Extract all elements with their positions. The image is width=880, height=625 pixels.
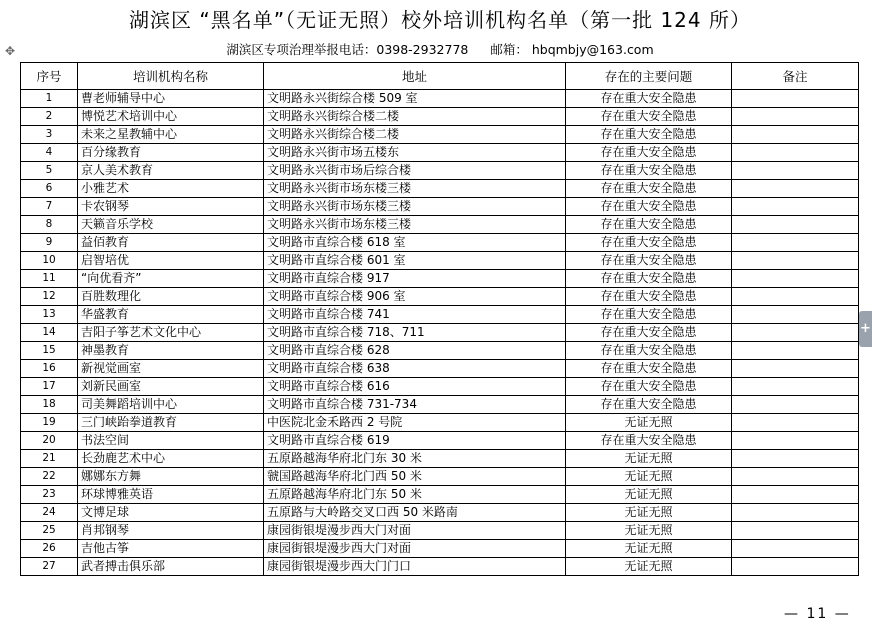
cell-remarks: [732, 468, 859, 486]
header-remarks: 备注: [732, 63, 859, 90]
cell-serial: 12: [21, 288, 78, 306]
cell-main-issue: 存在重大安全隐患: [566, 432, 732, 450]
cell-serial: 27: [21, 558, 78, 576]
cell-serial: 22: [21, 468, 78, 486]
cell-institution-name: 卡农钢琴: [78, 198, 264, 216]
table-row: [21, 270, 859, 288]
table-row: [21, 432, 859, 450]
report-contact-line: [0, 40, 880, 58]
cell-main-issue: 存在重大安全隐患: [566, 216, 732, 234]
cell-address: 康园街银堤漫步西大门对面: [264, 540, 566, 558]
cell-main-issue: 无证无照: [566, 450, 732, 468]
cell-address: 文明路永兴街市场东楼三楼: [264, 198, 566, 216]
cell-remarks: [732, 144, 859, 162]
table-row: [21, 252, 859, 270]
cell-address: 文明路市直综合楼 628: [264, 342, 566, 360]
cell-address: 文明路永兴街综合楼二楼: [264, 126, 566, 144]
cell-address: 文明路市直综合楼 906 室: [264, 288, 566, 306]
table-row: [21, 216, 859, 234]
table-row: [21, 342, 859, 360]
cell-serial: 1: [21, 90, 78, 108]
report-email: 邮箱： hbqmbjy@163.com: [490, 42, 654, 57]
cell-institution-name: 益佰教育: [78, 234, 264, 252]
cell-main-issue: 存在重大安全隐患: [566, 108, 732, 126]
table-row: [21, 144, 859, 162]
cell-main-issue: 存在重大安全隐患: [566, 288, 732, 306]
cell-address: 文明路市直综合楼 618 室: [264, 234, 566, 252]
cell-address: 文明路永兴街市场东楼三楼: [264, 180, 566, 198]
cell-main-issue: 存在重大安全隐患: [566, 342, 732, 360]
cell-institution-name: 京人美术教育: [78, 162, 264, 180]
cell-serial: 8: [21, 216, 78, 234]
plus-icon[interactable]: +: [859, 311, 872, 347]
cell-remarks: [732, 252, 859, 270]
cell-serial: 5: [21, 162, 78, 180]
cell-main-issue: 存在重大安全隐患: [566, 306, 732, 324]
page-title: 湖滨区 “黑名单”（无证无照）校外培训机构名单（第一批 124 所）: [129, 8, 751, 32]
cell-remarks: [732, 108, 859, 126]
cell-institution-name: 天籁音乐学校: [78, 216, 264, 234]
table-header-row: [21, 63, 859, 90]
header-main-issue: 存在的主要问题: [566, 63, 732, 90]
cell-remarks: [732, 558, 859, 576]
cell-main-issue: 存在重大安全隐患: [566, 234, 732, 252]
cell-address: 文明路市直综合楼 638: [264, 360, 566, 378]
cell-serial: 26: [21, 540, 78, 558]
cell-remarks: [732, 162, 859, 180]
report-hotline: 湖滨区专项治理举报电话：0398-2932778: [226, 42, 469, 57]
cell-remarks: [732, 396, 859, 414]
table-row: [21, 126, 859, 144]
cell-remarks: [732, 540, 859, 558]
cell-institution-name: 华盛教育: [78, 306, 264, 324]
table-row: [21, 558, 859, 576]
cell-serial: 19: [21, 414, 78, 432]
cell-address: 中医院北金禾路西 2 号院: [264, 414, 566, 432]
cell-address: 五原路与大岭路交叉口西 50 米路南: [264, 504, 566, 522]
table-row: [21, 486, 859, 504]
cell-institution-name: 吉他古筝: [78, 540, 264, 558]
move-handle-icon[interactable]: ✥: [4, 44, 16, 58]
cell-address: 康园街银堤漫步西大门门口: [264, 558, 566, 576]
table-row: [21, 324, 859, 342]
header-institution-name: 培训机构名称: [78, 63, 264, 90]
cell-serial: 14: [21, 324, 78, 342]
cell-institution-name: 博悦艺术培训中心: [78, 108, 264, 126]
cell-main-issue: 存在重大安全隐患: [566, 144, 732, 162]
cell-remarks: [732, 288, 859, 306]
blacklist-table: [20, 62, 859, 576]
cell-main-issue: 无证无照: [566, 486, 732, 504]
cell-remarks: [732, 324, 859, 342]
cell-institution-name: 曹老师辅导中心: [78, 90, 264, 108]
table-row: [21, 540, 859, 558]
table-row: [21, 306, 859, 324]
cell-address: 康园街银堤漫步西大门对面: [264, 522, 566, 540]
cell-remarks: [732, 414, 859, 432]
table-row: [21, 396, 859, 414]
cell-institution-name: 未来之星教辅中心: [78, 126, 264, 144]
cell-address: 文明路永兴街市场后综合楼: [264, 162, 566, 180]
cell-institution-name: 娜娜东方舞: [78, 468, 264, 486]
cell-remarks: [732, 234, 859, 252]
cell-remarks: [732, 306, 859, 324]
table-row: [21, 450, 859, 468]
cell-remarks: [732, 342, 859, 360]
cell-institution-name: 吉阳子筝艺术文化中心: [78, 324, 264, 342]
cell-institution-name: 环球博雅英语: [78, 486, 264, 504]
cell-address: 文明路市直综合楼 917: [264, 270, 566, 288]
cell-institution-name: 三门峡跆拳道教育: [78, 414, 264, 432]
cell-main-issue: 无证无照: [566, 558, 732, 576]
cell-serial: 23: [21, 486, 78, 504]
cell-address: 文明路永兴街市场东楼三楼: [264, 216, 566, 234]
cell-address: 文明路市直综合楼 731-734: [264, 396, 566, 414]
cell-institution-name: 小雅艺术: [78, 180, 264, 198]
cell-address: 文明路市直综合楼 616: [264, 378, 566, 396]
cell-address: 文明路市直综合楼 619: [264, 432, 566, 450]
cell-address: 五原路越海华府北门东 50 米: [264, 486, 566, 504]
table-row: [21, 180, 859, 198]
cell-serial: 11: [21, 270, 78, 288]
table-row: [21, 288, 859, 306]
cell-main-issue: 存在重大安全隐患: [566, 126, 732, 144]
cell-main-issue: 存在重大安全隐患: [566, 378, 732, 396]
cell-institution-name: 武者搏击俱乐部: [78, 558, 264, 576]
cell-institution-name: 百胜数理化: [78, 288, 264, 306]
cell-remarks: [732, 270, 859, 288]
cell-main-issue: 无证无照: [566, 414, 732, 432]
cell-institution-name: 书法空间: [78, 432, 264, 450]
cell-institution-name: 肖邦钢琴: [78, 522, 264, 540]
cell-institution-name: 刘新民画室: [78, 378, 264, 396]
cell-main-issue: 无证无照: [566, 468, 732, 486]
cell-main-issue: 存在重大安全隐患: [566, 198, 732, 216]
table-row: [21, 198, 859, 216]
cell-serial: 10: [21, 252, 78, 270]
cell-main-issue: 存在重大安全隐患: [566, 252, 732, 270]
cell-institution-name: 启智培优: [78, 252, 264, 270]
cell-remarks: [732, 450, 859, 468]
cell-remarks: [732, 504, 859, 522]
cell-remarks: [732, 360, 859, 378]
table-row: [21, 234, 859, 252]
cell-main-issue: 无证无照: [566, 504, 732, 522]
cell-serial: 2: [21, 108, 78, 126]
table-row: [21, 414, 859, 432]
table-row: [21, 378, 859, 396]
cell-main-issue: 存在重大安全隐患: [566, 270, 732, 288]
cell-remarks: [732, 216, 859, 234]
cell-institution-name: 文博足球: [78, 504, 264, 522]
header-address: 地址: [264, 63, 566, 90]
cell-serial: 9: [21, 234, 78, 252]
cell-serial: 17: [21, 378, 78, 396]
cell-serial: 13: [21, 306, 78, 324]
cell-main-issue: 无证无照: [566, 522, 732, 540]
cell-serial: 25: [21, 522, 78, 540]
cell-remarks: [732, 522, 859, 540]
cell-remarks: [732, 432, 859, 450]
cell-main-issue: 存在重大安全隐患: [566, 360, 732, 378]
cell-remarks: [732, 486, 859, 504]
cell-institution-name: 司美舞蹈培训中心: [78, 396, 264, 414]
cell-serial: 7: [21, 198, 78, 216]
cell-institution-name: 长劲鹿艺术中心: [78, 450, 264, 468]
cell-serial: 18: [21, 396, 78, 414]
cell-serial: 3: [21, 126, 78, 144]
cell-institution-name: 新视觉画室: [78, 360, 264, 378]
cell-remarks: [732, 126, 859, 144]
cell-serial: 21: [21, 450, 78, 468]
cell-remarks: [732, 180, 859, 198]
cell-main-issue: 存在重大安全隐患: [566, 324, 732, 342]
cell-serial: 4: [21, 144, 78, 162]
cell-main-issue: 存在重大安全隐患: [566, 90, 732, 108]
cell-serial: 24: [21, 504, 78, 522]
cell-address: 文明路市直综合楼 718、711: [264, 324, 566, 342]
table-row: [21, 360, 859, 378]
table-body: [21, 90, 859, 576]
cell-main-issue: 无证无照: [566, 540, 732, 558]
table-row: [21, 504, 859, 522]
table-row: [21, 90, 859, 108]
table-row: [21, 162, 859, 180]
cell-main-issue: 存在重大安全隐患: [566, 396, 732, 414]
cell-address: 文明路市直综合楼 601 室: [264, 252, 566, 270]
table-row: [21, 522, 859, 540]
cell-remarks: [732, 378, 859, 396]
cell-institution-name: “向优看齐”: [78, 270, 264, 288]
cell-address: 五原路越海华府北门东 30 米: [264, 450, 566, 468]
cell-serial: 16: [21, 360, 78, 378]
cell-remarks: [732, 90, 859, 108]
cell-institution-name: 百分缘教育: [78, 144, 264, 162]
header-serial: 序号: [21, 63, 78, 90]
cell-serial: 20: [21, 432, 78, 450]
cell-remarks: [732, 198, 859, 216]
cell-address: 文明路永兴街综合楼 509 室: [264, 90, 566, 108]
cell-address: 虢国路越海华府北门西 50 米: [264, 468, 566, 486]
cell-address: 文明路永兴街综合楼二楼: [264, 108, 566, 126]
cell-address: 文明路市直综合楼 741: [264, 306, 566, 324]
cell-serial: 15: [21, 342, 78, 360]
cell-main-issue: 存在重大安全隐患: [566, 180, 732, 198]
cell-serial: 6: [21, 180, 78, 198]
cell-institution-name: 神墨教育: [78, 342, 264, 360]
cell-main-issue: 存在重大安全隐患: [566, 162, 732, 180]
table-row: [21, 108, 859, 126]
page-number: — 11 —: [784, 606, 851, 622]
cell-address: 文明路永兴街市场五楼东: [264, 144, 566, 162]
table-row: [21, 468, 859, 486]
